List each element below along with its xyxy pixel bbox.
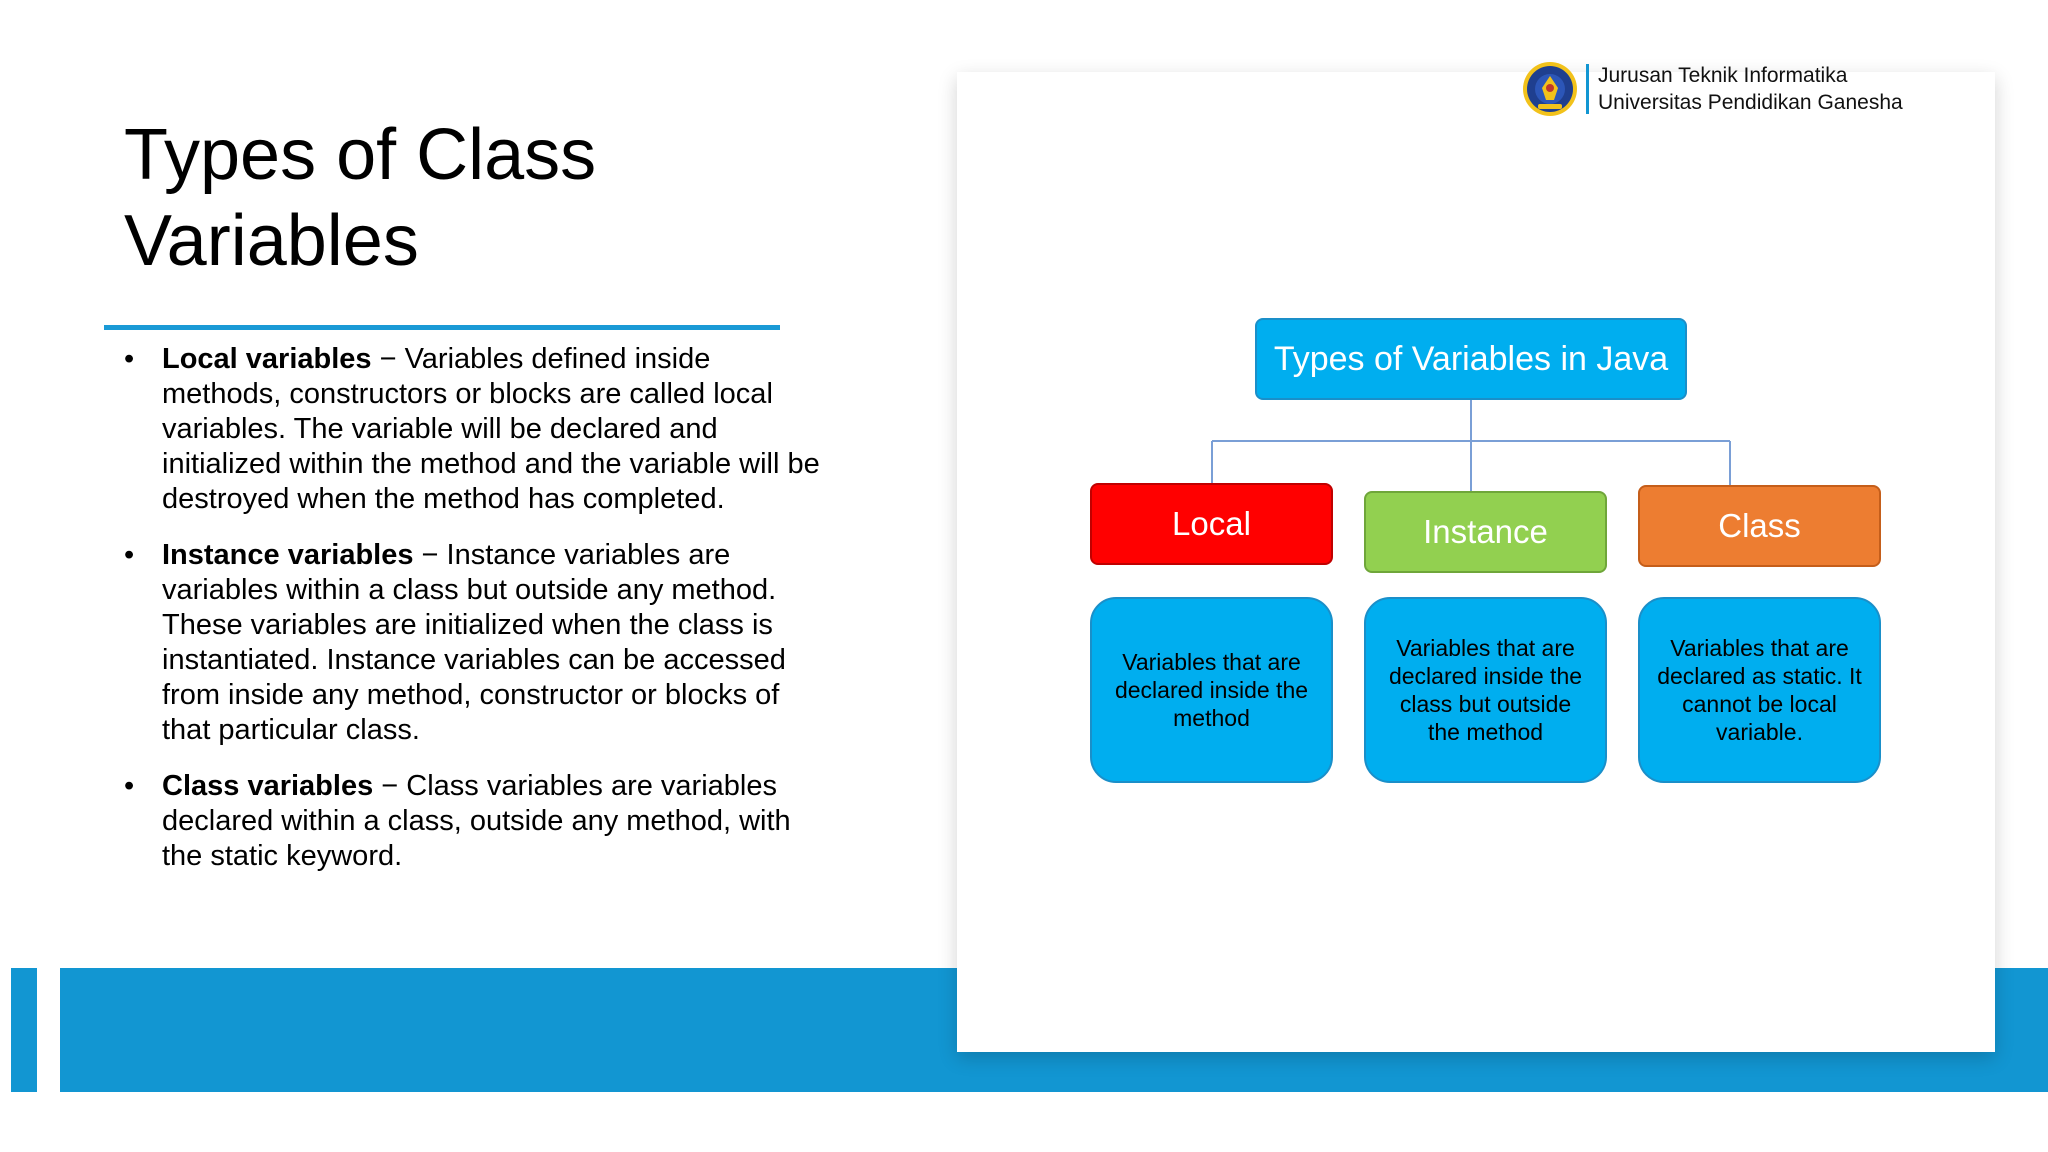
bullet-local-variables [124, 342, 824, 517]
description-class-box: Variables that are declared as static. It cannot be local variable. [1638, 597, 1881, 783]
description-local-box: Variables that are declared inside the method [1090, 597, 1333, 783]
footer-accent-bar [11, 968, 37, 1092]
bullet-instance-variables [124, 538, 824, 748]
bullet-text: − Variables defined inside methods, constructors or blocks are called local variables. The variable will be declared and initialized within the method and the variable will be destroyed when the method has completed. [162, 343, 820, 515]
slide-title-line-1: Types of Class [124, 115, 597, 195]
bullet-icon: • [124, 770, 135, 802]
slide-title [124, 112, 824, 284]
bullet-icon: • [124, 539, 135, 571]
department-name: Jurusan Teknik Informatika [1598, 64, 1848, 87]
bullet-icon: • [124, 343, 135, 375]
bullet-term: Local variables [162, 343, 372, 375]
brand-separator [1586, 64, 1589, 114]
bullet-term: Class variables [162, 770, 374, 802]
bullet-term: Instance variables [162, 539, 414, 571]
title-underline [104, 325, 780, 330]
brand-text [1598, 62, 1903, 116]
category-local-box: Local [1090, 483, 1333, 565]
slide-title-line-2: Variables [124, 201, 419, 281]
category-instance-box: Instance [1364, 491, 1607, 573]
bullet-class-variables [124, 769, 824, 874]
university-seal-icon [1522, 60, 1578, 118]
category-class-box: Class [1638, 485, 1881, 567]
bullet-list [124, 342, 824, 895]
brand-header [1522, 58, 1942, 120]
description-instance-box: Variables that are declared inside the class but outside the method [1364, 597, 1607, 783]
bullet-text: − Class variables are variables declared within a class, outside any method, with the static keyword. [162, 770, 791, 872]
university-name: Universitas Pendidikan Ganesha [1598, 91, 1903, 114]
bullet-text: − Instance variables are variables within a class but outside any method. These variables are initialized when the class is instantiated. Instance variables can be accessed from inside any method, constructor or blocks of that particular class. [162, 539, 786, 746]
diagram-root-node: Types of Variables in Java [1255, 318, 1687, 400]
